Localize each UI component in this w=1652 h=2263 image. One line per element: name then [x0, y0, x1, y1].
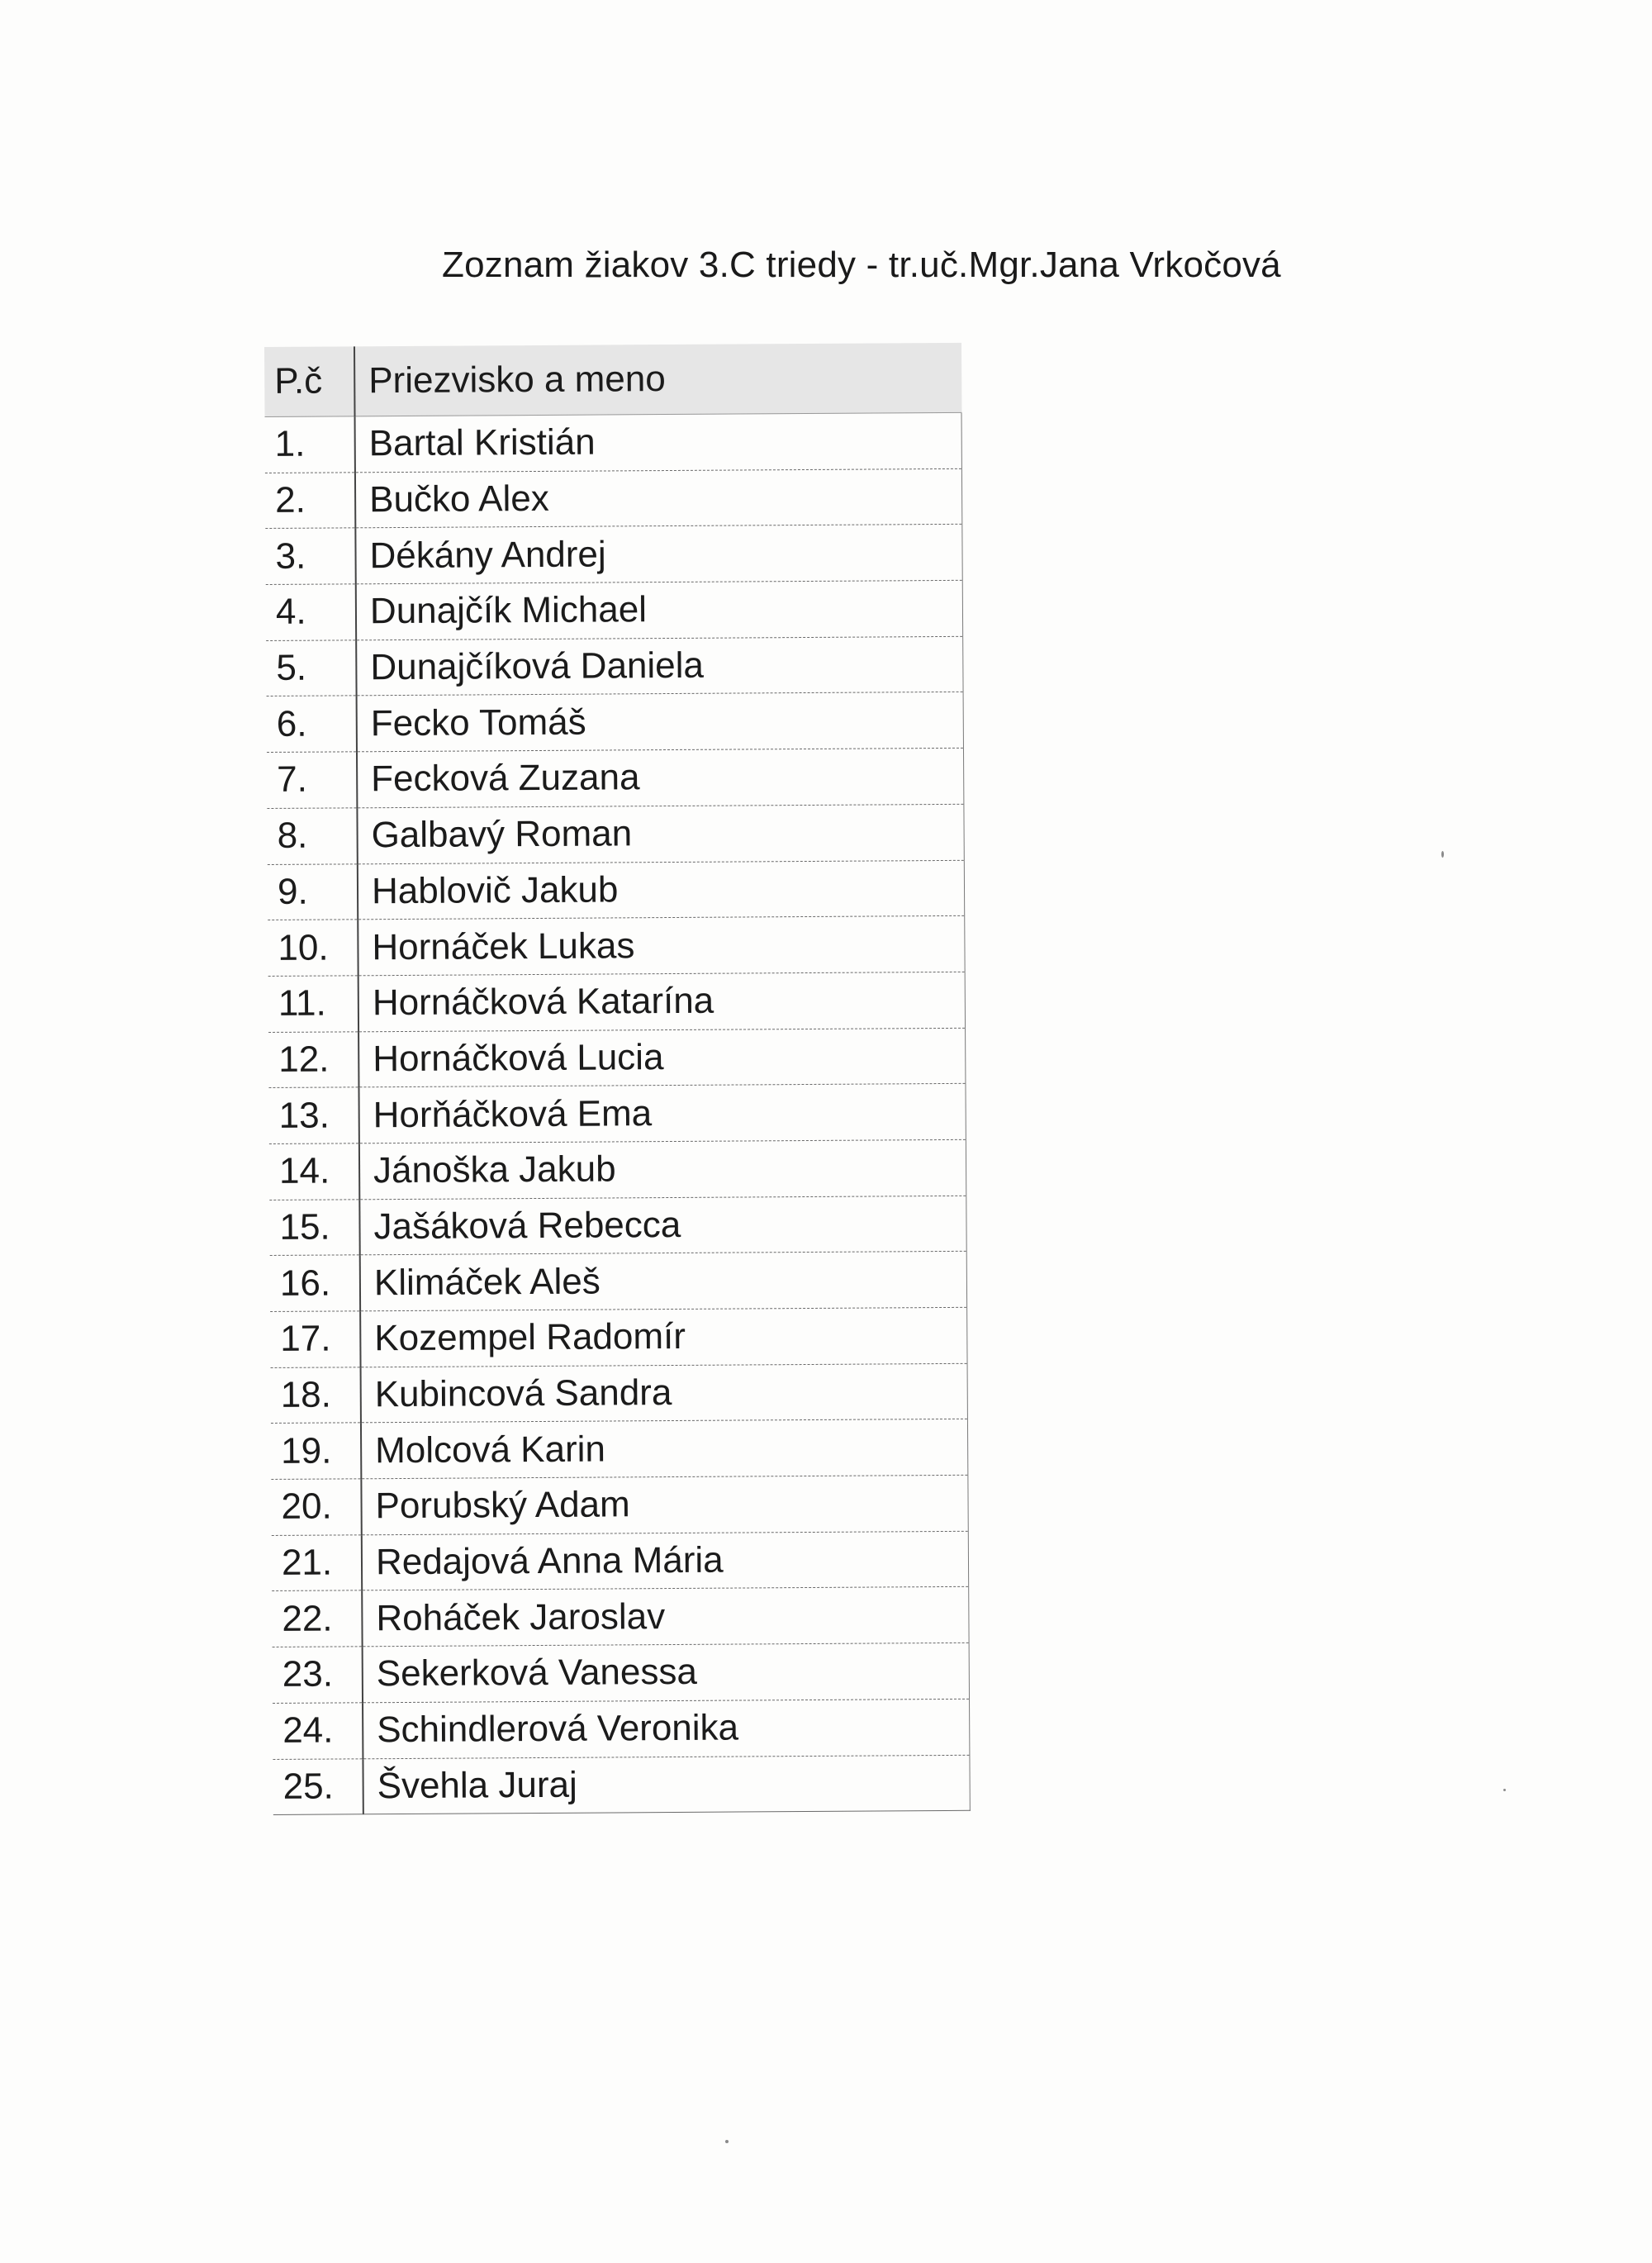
table-row	[267, 692, 964, 753]
student-name: Dunajčík Michael	[356, 580, 963, 639]
student-name: Fecko Tomáš	[357, 692, 964, 752]
row-number: 5.	[266, 640, 356, 696]
table-row	[266, 636, 963, 696]
student-name: Klimáček Aleš	[360, 1252, 967, 1311]
student-name: Jašáková Rebecca	[359, 1196, 966, 1255]
student-name: Kubincová Sandra	[361, 1363, 968, 1423]
row-number: 20.	[271, 1479, 361, 1535]
row-number: 16.	[270, 1255, 360, 1311]
scan-speck	[1503, 1789, 1506, 1791]
table-row	[267, 804, 964, 864]
table-body	[265, 412, 971, 1814]
row-number: 6.	[267, 696, 357, 752]
student-name: Bučko Alex	[355, 468, 962, 528]
student-name: Redajová Anna Mária	[362, 1531, 969, 1590]
table-row	[269, 1196, 966, 1256]
student-name: Bartal Kristián	[355, 412, 962, 472]
table-row	[270, 1307, 967, 1367]
scan-speck	[1441, 851, 1444, 858]
table-row	[273, 1755, 970, 1815]
row-number: 22.	[272, 1590, 362, 1647]
student-name: Molcová Karin	[361, 1419, 968, 1479]
table-row	[273, 1699, 970, 1759]
student-name: Hornáčková Katarína	[358, 972, 966, 1031]
table-row	[265, 525, 962, 585]
student-name: Hornáčková Lucia	[358, 1028, 966, 1087]
student-name: Porubský Adam	[361, 1475, 968, 1534]
student-name: Fecková Zuzana	[357, 748, 964, 807]
student-name: Horňáčková Ema	[358, 1084, 966, 1143]
student-name: Schindlerová Veronika	[363, 1699, 970, 1758]
row-number: 7.	[267, 752, 357, 808]
scan-speck	[725, 2140, 729, 2143]
row-number: 13.	[268, 1087, 358, 1143]
table-row	[268, 1084, 966, 1144]
row-number: 14.	[269, 1143, 359, 1200]
page-title: Zoznam žiakov 3.C triedy - tr.uč.Mgr.Jana Vrkočová	[442, 245, 1281, 285]
header-name: Priezvisko a meno	[354, 343, 961, 416]
student-name: Hornáček Lukas	[358, 916, 965, 976]
row-number: 2.	[265, 473, 355, 529]
row-number: 21.	[272, 1535, 362, 1591]
student-name: Roháček Jaroslav	[362, 1587, 969, 1647]
row-number: 3.	[265, 528, 355, 584]
table-row	[268, 1028, 966, 1088]
table-row	[269, 1139, 966, 1200]
header-number: P.č	[264, 346, 355, 416]
row-number: 12.	[268, 1031, 358, 1087]
table-row	[265, 468, 962, 529]
row-number: 25.	[273, 1758, 363, 1814]
student-name: Švehla Juraj	[363, 1755, 970, 1814]
row-number: 8.	[267, 808, 357, 864]
student-name: Jánoška Jakub	[359, 1139, 966, 1199]
student-name: Hablovič Jakub	[358, 860, 965, 920]
table-row	[271, 1475, 968, 1535]
row-number: 4.	[266, 584, 356, 640]
row-number: 24.	[273, 1703, 363, 1759]
table-row	[266, 580, 963, 640]
student-list-table	[264, 343, 971, 1815]
row-number: 9.	[268, 863, 358, 920]
student-name: Sekerková Vanessa	[363, 1643, 970, 1702]
table-header-row	[264, 343, 961, 417]
row-number: 23.	[273, 1647, 363, 1703]
student-name: Galbavý Roman	[357, 804, 964, 863]
student-name: Dunajčíková Daniela	[356, 636, 963, 696]
table-row	[265, 412, 962, 473]
table-row	[272, 1587, 969, 1647]
table-row	[268, 860, 965, 920]
student-name: Kozempel Radomír	[360, 1307, 967, 1367]
table-row	[271, 1363, 968, 1424]
table-row	[270, 1252, 967, 1312]
table-row	[267, 748, 964, 808]
row-number: 15.	[269, 1199, 359, 1255]
table-row	[268, 972, 966, 1032]
table-row	[272, 1531, 969, 1591]
row-number: 19.	[271, 1423, 361, 1479]
student-name: Dékány Andrej	[355, 525, 962, 584]
row-number: 17.	[270, 1311, 360, 1367]
row-number: 10.	[268, 920, 358, 976]
table-row	[268, 916, 965, 977]
table-row	[273, 1643, 970, 1703]
row-number: 18.	[271, 1367, 361, 1423]
row-number: 1.	[265, 416, 355, 473]
table-row	[271, 1419, 968, 1480]
row-number: 11.	[268, 976, 358, 1032]
